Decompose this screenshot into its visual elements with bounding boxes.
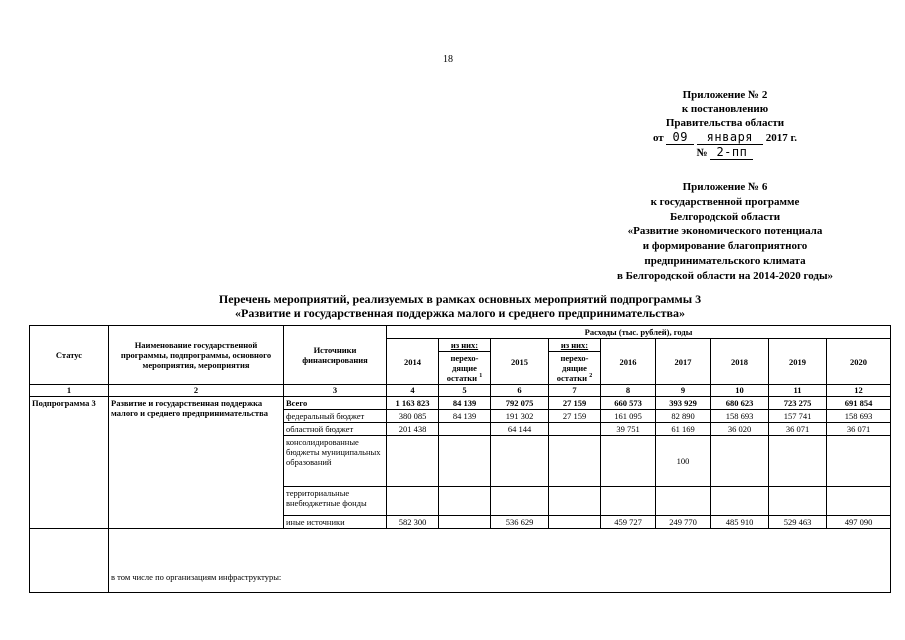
appendix-6-line: «Развитие экономического потенциала [627,225,823,238]
appendix-2-line3: Правительства области [665,117,785,129]
appendix-6-line: и формирование благоприятного [642,240,808,253]
value-cell: 84 139 [439,397,491,410]
value-cell [387,487,439,516]
appendix-6-line: в Белгородской области на 2014-2020 годы» [616,269,834,282]
col-number: 11 [769,385,827,397]
date-prefix: от [652,132,664,144]
value-cell: 64 144 [491,423,549,436]
document-heading [150,292,770,320]
value-cell: 158 693 [711,410,769,423]
value-cell: 1 163 823 [387,397,439,410]
value-cell: 529 463 [769,516,827,529]
value-cell: 393 929 [656,397,711,410]
source-cell: областной бюджет [284,423,387,436]
value-cell [387,436,439,487]
header-status: Статус [30,326,109,385]
appendix-2-number-line [560,145,890,160]
value-cell: 27 159 [549,410,601,423]
header-source: Источники финансирования [284,326,387,385]
value-cell [769,487,827,516]
source-cell: Всего [284,397,387,410]
value-cell: 459 727 [601,516,656,529]
value-cell: 191 302 [491,410,549,423]
col-number: 5 [439,385,491,397]
col-number: 4 [387,385,439,397]
value-cell: 157 741 [769,410,827,423]
table-row-infrastructure [30,529,891,593]
value-cell: 380 085 [387,410,439,423]
value-cell [711,487,769,516]
source-cell: федеральный бюджет [284,410,387,423]
col-number: 7 [549,385,601,397]
value-cell: 82 890 [656,410,711,423]
col-number: 8 [601,385,656,397]
header-expenses: Расходы (тыс. рублей), годы [387,326,891,339]
footnote-1-mark: 1 [479,373,483,380]
col-number: 6 [491,385,549,397]
appendix-6-line: Приложение № 6 [682,181,768,193]
value-cell [439,423,491,436]
col-number: 2 [109,385,284,397]
value-cell [549,436,601,487]
value-cell: 691 854 [827,397,891,410]
appendix-6-line: предпринимательского климата [644,254,806,267]
appendix-6-line: Белгородской области [669,210,781,223]
header-year-2017: 2017 [656,339,711,385]
header-year-2016: 2016 [601,339,656,385]
value-cell: 36 071 [769,423,827,436]
value-cell: 161 095 [601,410,656,423]
date-day: 09 [666,130,693,145]
col-number: 10 [711,385,769,397]
appendix-2-title: Приложение № 2 [682,89,768,101]
header-year-2020: 2020 [827,339,891,385]
subprogram-name-cell: Развитие и государственная поддержка малого и среднего предпринимательства [109,397,284,529]
table-row-total [30,397,891,410]
value-cell [491,487,549,516]
date-year: 2017 г. [765,132,798,144]
value-cell [656,487,711,516]
number-prefix: № [696,147,708,159]
header-of-which-2: из них: [549,339,601,352]
value-cell [769,436,827,487]
header-year-2015: 2015 [491,339,549,385]
empty-status-cell [30,529,109,593]
appendix-2-line2: к постановлению [681,103,769,115]
value-cell: 723 275 [769,397,827,410]
value-cell: 485 910 [711,516,769,529]
header-row-1 [30,326,891,339]
appendix-6-line: к государственной программе [650,195,800,208]
source-cell: иные источники [284,516,387,529]
value-cell [439,516,491,529]
header-year-2018: 2018 [711,339,769,385]
value-cell: 36 020 [711,423,769,436]
col-number: 9 [656,385,711,397]
value-cell: 100 [656,436,711,487]
value-cell: 36 071 [827,423,891,436]
appendix-2-block [560,88,890,160]
value-cell: 61 169 [656,423,711,436]
value-cell [491,436,549,487]
source-cell: территориальные внебюджетные фонды [284,487,387,516]
status-cell: Подпрограмма 3 [30,397,109,529]
value-cell: 497 090 [827,516,891,529]
value-cell [439,436,491,487]
value-cell [711,436,769,487]
document-number: 2-пп [710,145,753,160]
appendix-6-block [560,180,890,284]
header-carryover-2: перехо-дящие остатки $^2$ [549,352,601,385]
value-cell [601,436,656,487]
heading-line2: «Развитие и государственная поддержка малого и среднего предпринимательства» [235,306,685,320]
header-year-2019: 2019 [769,339,827,385]
header-year-2014: 2014 [387,339,439,385]
value-cell: 84 139 [439,410,491,423]
value-cell: 27 159 [549,397,601,410]
value-cell [601,487,656,516]
value-cell: 680 623 [711,397,769,410]
value-cell [827,487,891,516]
value-cell [549,423,601,436]
value-cell: 249 770 [656,516,711,529]
header-of-which-1: из них: [439,339,491,352]
column-number-row [30,385,891,397]
col-number: 3 [284,385,387,397]
footnote-2-mark: 2 [589,373,593,380]
heading-line1: Перечень мероприятий, реализуемых в рамках основных мероприятий подпрограммы 3 [218,292,702,306]
date-month: января [697,130,763,145]
value-cell: 536 629 [491,516,549,529]
header-carryover-1: перехо-дящие остатки $^1$ [439,352,491,385]
value-cell: 792 075 [491,397,549,410]
infrastructure-note: в том числе по организациям инфраструктуры: [109,529,891,593]
value-cell: 158 693 [827,410,891,423]
value-cell [549,516,601,529]
appendix-2-date [560,130,890,145]
value-cell [549,487,601,516]
value-cell: 201 438 [387,423,439,436]
source-cell: консолидированные бюджеты муниципальных образований [284,436,387,487]
col-number: 12 [827,385,891,397]
activities-table [29,325,891,593]
value-cell: 582 300 [387,516,439,529]
value-cell: 660 573 [601,397,656,410]
value-cell: 39 751 [601,423,656,436]
header-name: Наименование государственной программы, подпрограммы, основного мероприятия, мероприятия [109,326,284,385]
col-number: 1 [30,385,109,397]
page-number: 18 [443,54,453,65]
value-cell [827,436,891,487]
value-cell [439,487,491,516]
